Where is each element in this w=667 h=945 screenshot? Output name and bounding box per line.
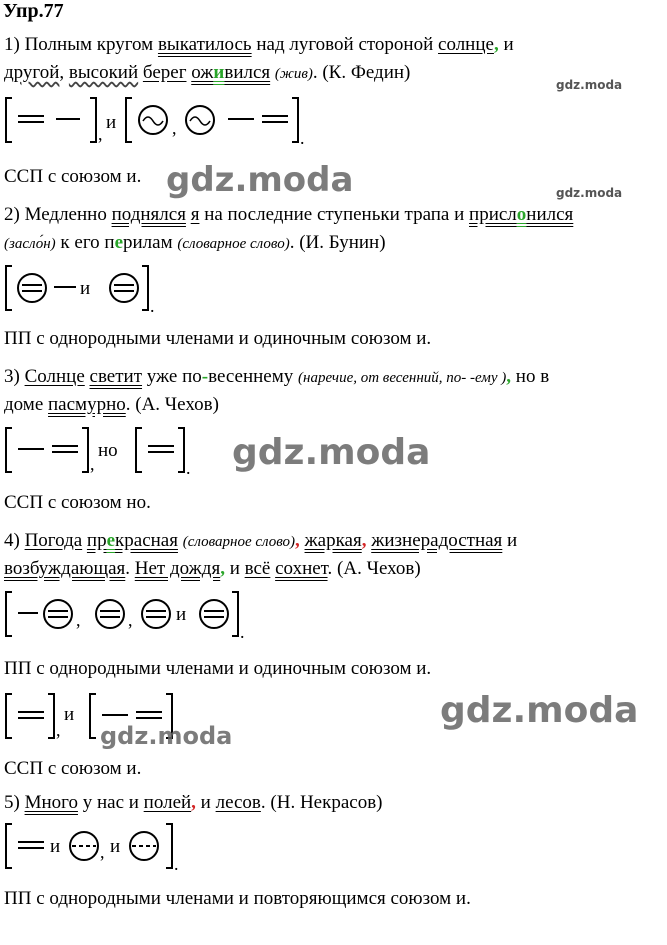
ex1-scheme-dot: . bbox=[300, 128, 305, 148]
ex4-scheme-1 bbox=[0, 588, 260, 644]
ex5-scheme-conj-1: и bbox=[50, 836, 61, 857]
ex4-scheme2-comma: , bbox=[56, 720, 61, 740]
ex3-scheme-comma: , bbox=[90, 454, 95, 474]
ex4-scheme1-conj: и bbox=[176, 604, 187, 625]
watermark-large-3: gdz.moda bbox=[440, 690, 639, 731]
ex1-scheme-conj: и bbox=[106, 112, 117, 133]
ex4-line1: 4) Погода прекрасная (словарное слово), жаркая, жизнерадостная и bbox=[4, 530, 518, 551]
ex4-scheme1-comma-2: , bbox=[128, 610, 133, 630]
ex3-line1: 3) Солнце светит уже по-весеннему (наречие, от весенний, по- -ему ), но в bbox=[4, 366, 550, 387]
watermark-small-1: gdz.moda bbox=[556, 78, 623, 92]
ex5-result: ПП с однородными членами и повторяющимся союзом и. bbox=[4, 888, 471, 909]
watermark-large-2: gdz.moda bbox=[232, 432, 431, 473]
ex5-scheme-conj-2: и bbox=[110, 836, 121, 857]
ex3-line2: доме пасмурно. (А. Чехов) bbox=[4, 394, 219, 415]
watermark-medium-1: gdz.moda bbox=[100, 722, 233, 750]
ex1-result: ССП с союзом и. bbox=[4, 166, 142, 187]
exercise-title: Упр.77 bbox=[3, 0, 64, 22]
ex4-result-1: ПП с однородными членами и одиночным союзом и. bbox=[4, 658, 432, 679]
ex2-scheme-conj: и bbox=[80, 278, 91, 299]
ex2-result: ПП с однородными членами и одиночным союзом и. bbox=[4, 328, 432, 349]
ex2-scheme bbox=[0, 262, 180, 318]
ex3-result: ССП с союзом но. bbox=[4, 492, 151, 513]
ex3-scheme bbox=[0, 424, 200, 480]
ex4-scheme1-dot: . bbox=[240, 622, 245, 642]
ex3-scheme-conj: но bbox=[98, 440, 118, 461]
watermark-small-2: gdz.moda bbox=[556, 186, 623, 200]
ex5-line1: 5) Много у нас и полей, и лесов. (Н. Некрасов) bbox=[4, 792, 383, 813]
ex1-line2: другой, высокий берег оживился (жив). (К. Федин) bbox=[4, 62, 411, 83]
ex5-scheme bbox=[0, 820, 200, 876]
ex1-scheme-comma-1: , bbox=[98, 124, 103, 144]
ex4-result-2: ССП с союзом и. bbox=[4, 758, 142, 779]
ex2-scheme-dot: . bbox=[150, 296, 155, 316]
ex2-line1: 2) Медленно поднялся я на последние ступеньки трапа и прислонился bbox=[4, 204, 574, 225]
ex4-scheme1-comma-1: , bbox=[76, 610, 81, 630]
ex5-scheme-comma: , bbox=[100, 842, 105, 862]
ex1-scheme bbox=[0, 94, 330, 150]
ex4-line2: возбуждающая. Нет дождя, и всё сохнет. (А. Чехов) bbox=[4, 558, 421, 579]
ex1-scheme-comma-2: , bbox=[172, 118, 177, 138]
ex1-line1: 1) Полным кругом выкатилось над луговой стороной солнце, и bbox=[4, 34, 514, 55]
ex3-scheme-dot: . bbox=[186, 458, 191, 478]
ex2-line2: (засло́н) к его перилам (словарное слово). (И. Бунин) bbox=[4, 232, 386, 253]
ex5-scheme-dot: . bbox=[174, 854, 179, 874]
ex4-scheme2-conj: и bbox=[64, 704, 75, 725]
watermark-large-1: gdz.moda bbox=[166, 160, 354, 200]
